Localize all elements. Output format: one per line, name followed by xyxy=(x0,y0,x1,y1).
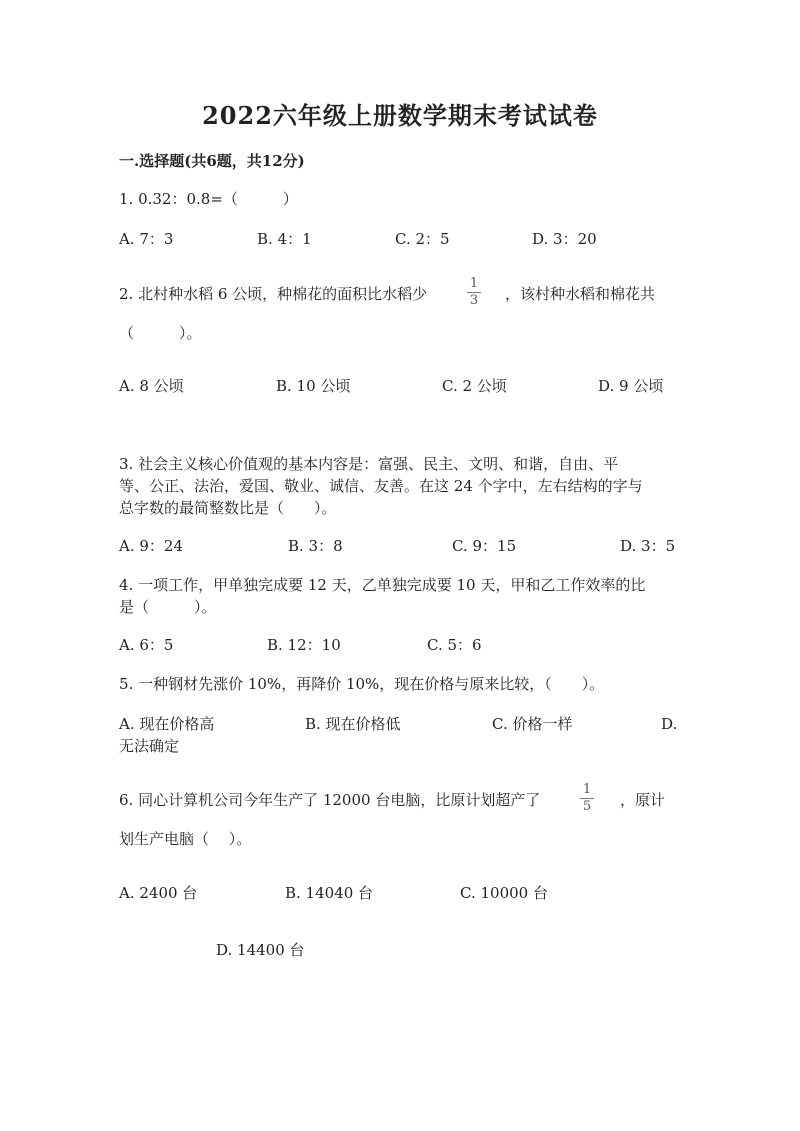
question-4-option-b[interactable]: B. 12：10 xyxy=(267,636,341,654)
question-5-option-c[interactable]: C. 价格一样 xyxy=(492,715,573,733)
question-4-option-c[interactable]: C. 5：6 xyxy=(427,636,482,654)
question-3-option-b[interactable]: B. 3：8 xyxy=(288,537,343,555)
question-1-option-d[interactable]: D. 3：20 xyxy=(532,230,597,248)
section-heading: 一.选择题(共6题，共12分) xyxy=(119,152,305,170)
question-6-stem-line2: 划生产电脑（ ）。 xyxy=(119,830,252,848)
question-4-stem-line2: 是（ ）。 xyxy=(119,598,217,616)
page-title: 2022六年级上册数学期末考试试卷 xyxy=(202,101,598,130)
question-3-stem-line1: 3. 社会主义核心价值观的基本内容是：富强、民主、文明、和谐，自由、平 xyxy=(119,455,619,473)
question-2-fraction xyxy=(467,277,481,308)
question-5-option-a[interactable]: A. 现在价格高 xyxy=(119,715,215,733)
question-6-option-a[interactable]: A. 2400 台 xyxy=(119,884,198,902)
question-6-option-d[interactable]: D. 14400 台 xyxy=(216,941,305,959)
question-2-option-b[interactable]: B. 10 公顷 xyxy=(276,377,351,395)
question-2-option-d[interactable]: D. 9 公顷 xyxy=(598,377,664,395)
question-3-stem-line2: 等、公正、法治，爱国、敬业、诚信、友善。在这 24 个字中，左右结构的字与 xyxy=(119,477,643,495)
question-2-stem-line2: （ ）。 xyxy=(119,324,202,342)
question-1-option-c[interactable]: C. 2：5 xyxy=(395,230,450,248)
fraction-numerator: 1 xyxy=(469,276,479,291)
question-6-option-b[interactable]: B. 14040 台 xyxy=(285,884,374,902)
question-1-option-a[interactable]: A. 7：3 xyxy=(119,230,174,248)
question-5-option-b[interactable]: B. 现在价格低 xyxy=(305,715,401,733)
question-3-option-a[interactable]: A. 9：24 xyxy=(119,537,183,555)
question-6-option-c[interactable]: C. 10000 台 xyxy=(460,884,548,902)
question-3-stem-line3: 总字数的最简整数比是（ ）。 xyxy=(119,499,337,517)
question-5-option-d[interactable]: D. xyxy=(661,715,678,733)
question-6-stem-part2: ，原计 xyxy=(620,791,666,809)
question-2-stem-part2: ，该村种水稻和棉花共 xyxy=(505,285,656,303)
question-5-option-d-continued[interactable]: 无法确定 xyxy=(119,737,180,755)
fraction-denominator: 5 xyxy=(582,799,592,814)
fraction-denominator: 3 xyxy=(469,293,479,308)
question-3-option-d[interactable]: D. 3：5 xyxy=(620,537,676,555)
question-1-option-b[interactable]: B. 4：1 xyxy=(257,230,312,248)
question-2-option-a[interactable]: A. 8 公顷 xyxy=(119,377,184,395)
question-5-stem: 5. 一种钢材先涨价 10%，再降价 10%，现在价格与原来比较，（ ）。 xyxy=(119,675,605,693)
question-3-option-c[interactable]: C. 9：15 xyxy=(452,537,517,555)
fraction-numerator: 1 xyxy=(582,782,592,797)
question-2-stem-part1: 2. 北村种水稻 6 公顷，种棉花的面积比水稻少 xyxy=(119,285,428,303)
question-4-option-a[interactable]: A. 6：5 xyxy=(119,636,174,654)
question-1-stem: 1. 0.32：0.8=（ ） xyxy=(119,190,298,208)
question-4-stem-line1: 4. 一项工作，甲单独完成要 12 天，乙单独完成要 10 天，甲和乙工作效率的比 xyxy=(119,576,646,594)
question-6-fraction xyxy=(580,783,594,814)
question-6-stem-part1: 6. 同心计算机公司今年生产了 12000 台电脑，比原计划超产了 xyxy=(119,791,541,809)
question-2-option-c[interactable]: C. 2 公顷 xyxy=(442,377,507,395)
